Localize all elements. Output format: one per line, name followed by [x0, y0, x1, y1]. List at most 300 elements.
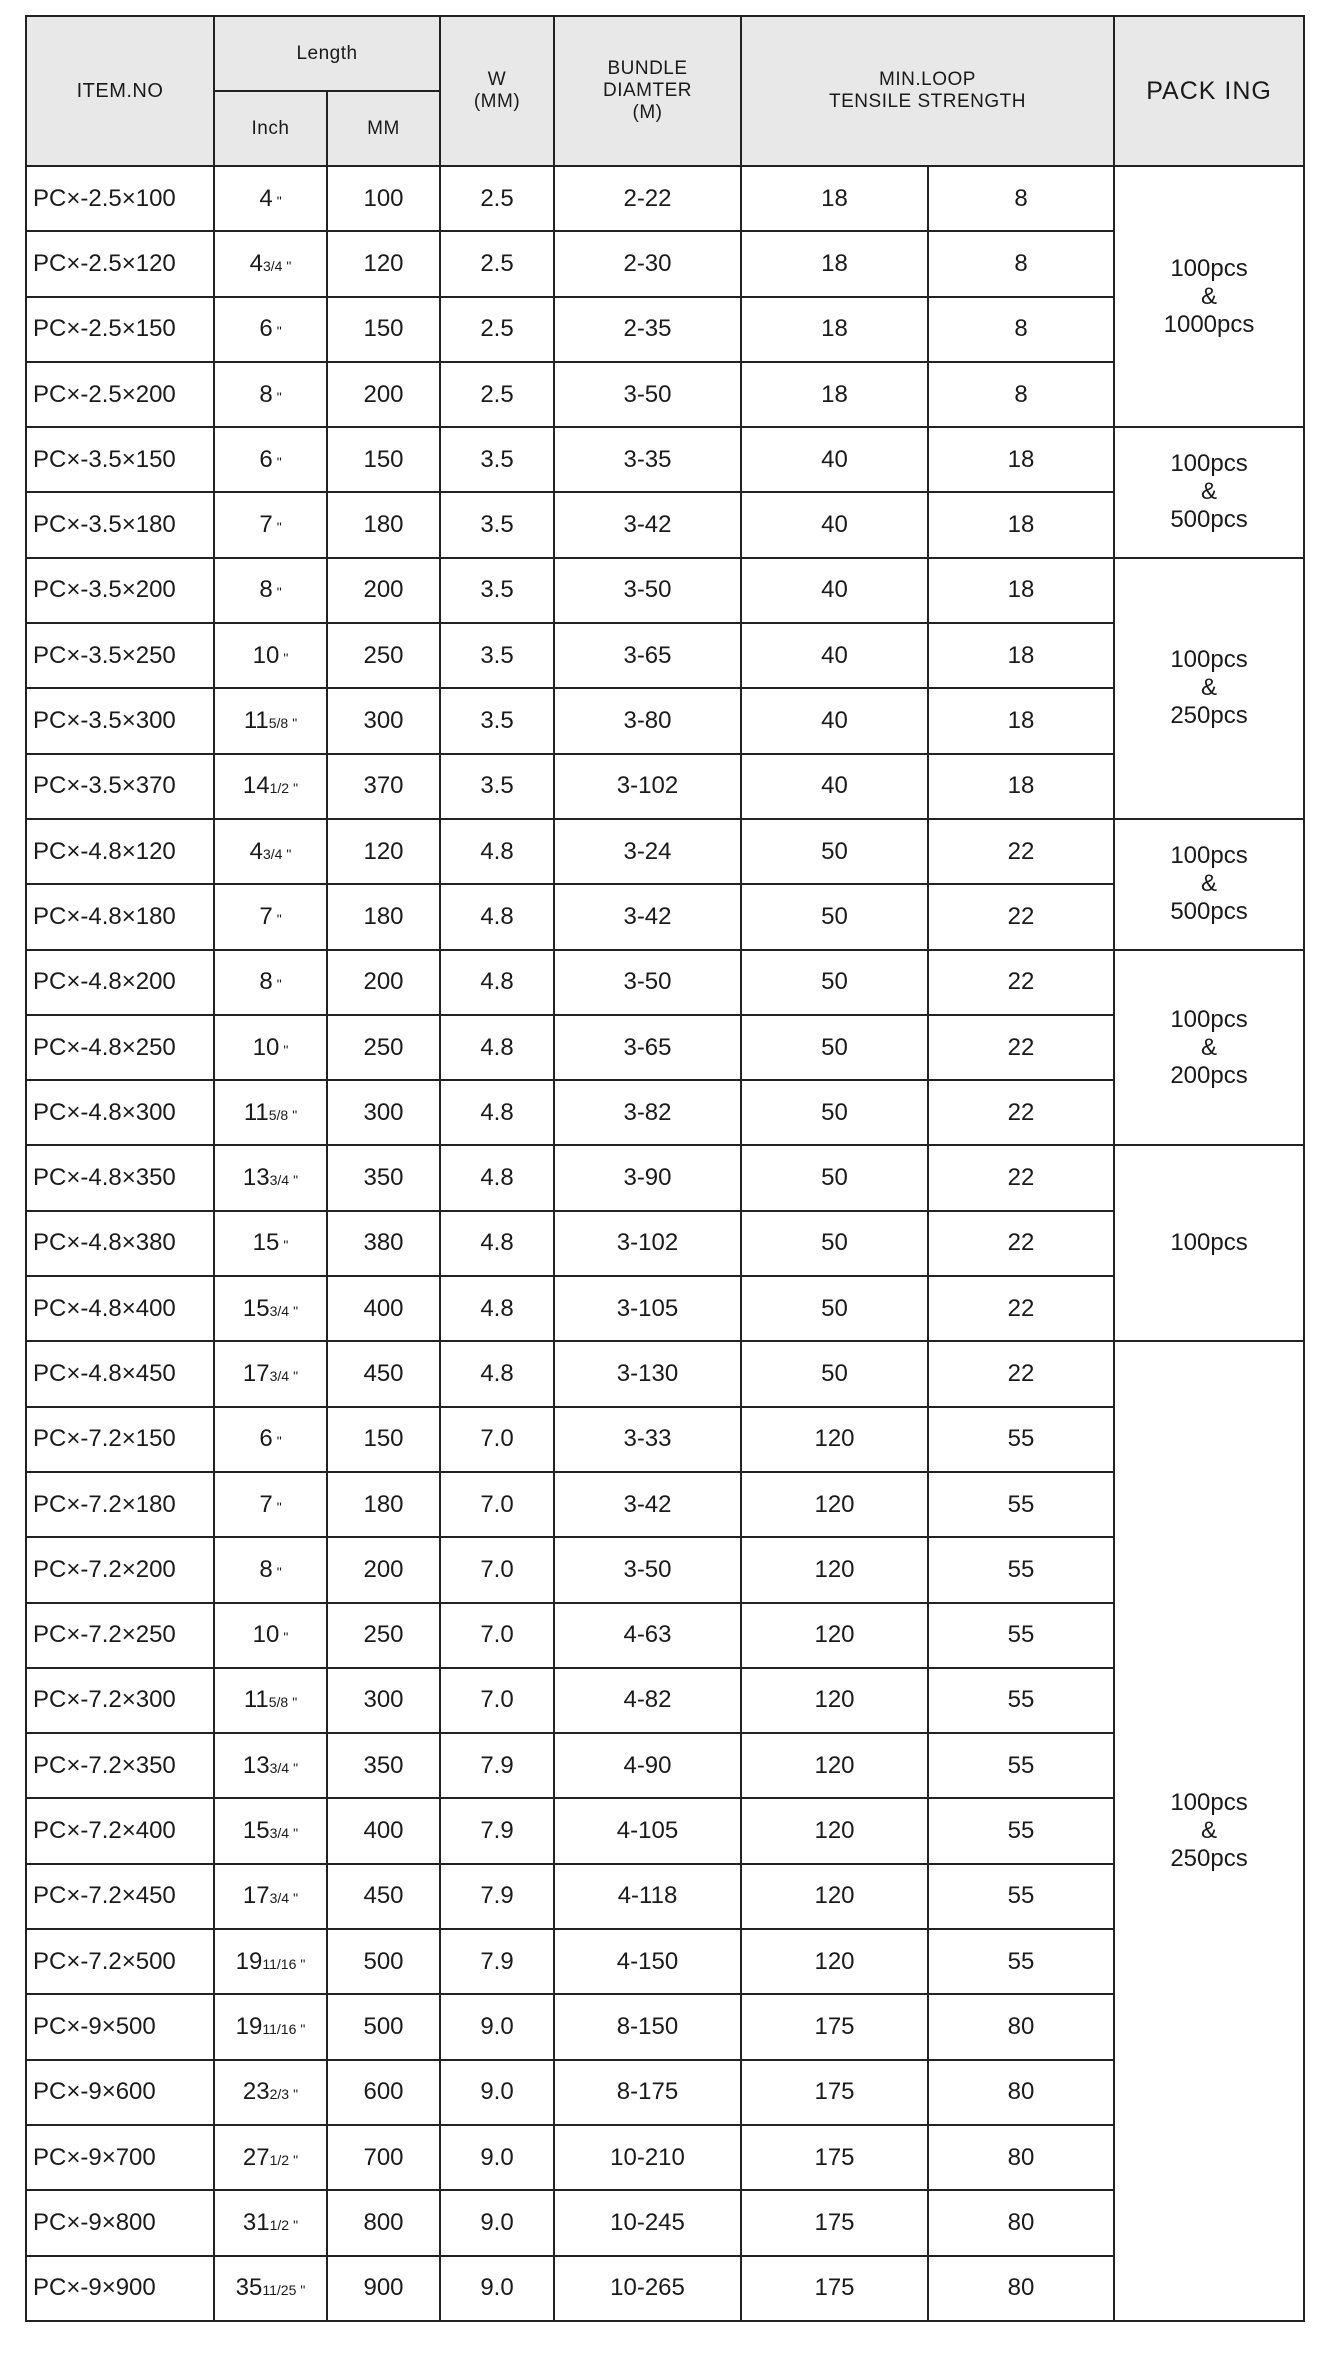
min-loop-cell: 50 — [741, 1145, 928, 1210]
min-loop-cell: 120 — [741, 1472, 928, 1537]
bundle-diameter-cell: 3-42 — [554, 492, 741, 557]
width-cell: 3.5 — [440, 558, 554, 623]
inch-mark: " — [283, 1237, 289, 1254]
table-row — [26, 819, 1304, 884]
table-row — [26, 492, 1304, 557]
table-row — [26, 1994, 1304, 2059]
table-row — [26, 166, 1304, 231]
width-cell: 4.8 — [440, 1341, 554, 1406]
min-loop-cell: 120 — [741, 1798, 928, 1863]
header-packing — [1114, 16, 1304, 166]
width-cell: 4.8 — [440, 1080, 554, 1145]
inch-fraction: 3/4 — [269, 1890, 290, 1907]
inch-mark: " — [293, 1302, 299, 1319]
tensile-strength-cell: 80 — [928, 2060, 1114, 2125]
inch-whole: 15 — [252, 1229, 280, 1257]
inch-mark: " — [276, 584, 282, 601]
tensile-strength-cell: 55 — [928, 1864, 1114, 1929]
packing-line1: 100pcs — [1170, 450, 1248, 478]
tensile-strength-cell: 22 — [928, 950, 1114, 1015]
item-no-cell: PC×-3.5×150 — [26, 427, 214, 492]
min-loop-cell: 50 — [741, 1211, 928, 1276]
tensile-strength-cell: 8 — [928, 362, 1114, 427]
header-length-label: Length — [296, 42, 358, 64]
inch-mark: " — [292, 715, 298, 732]
tensile-strength-cell: 55 — [928, 1733, 1114, 1798]
item-no-cell: PC×-4.8×380 — [26, 1211, 214, 1276]
tensile-strength-cell: 18 — [928, 623, 1114, 688]
item-no-cell: PC×-4.8×120 — [26, 819, 214, 884]
bundle-diameter-cell: 3-50 — [554, 362, 741, 427]
inch-mark: " — [293, 1759, 299, 1776]
width-cell: 9.0 — [440, 2125, 554, 2190]
inch-mark: " — [283, 1629, 289, 1646]
inch-whole: 7 — [259, 511, 273, 539]
item-no-cell: PC×-7.2×200 — [26, 1537, 214, 1602]
packing-line1: 100pcs — [1170, 646, 1248, 674]
min-loop-cell: 50 — [741, 1015, 928, 1080]
inch-mark: " — [276, 388, 282, 405]
bundle-diameter-cell: 3-80 — [554, 688, 741, 753]
inch-fraction: 5/8 — [268, 715, 289, 732]
inch-mark: " — [293, 1890, 299, 1907]
mm-cell: 300 — [327, 688, 440, 753]
inch-cell — [214, 1341, 327, 1406]
inch-whole: 17 — [242, 1359, 270, 1387]
header-bundle-line1: BUNDLE — [607, 58, 688, 79]
inch-fraction: 1/2 — [269, 2151, 290, 2168]
inch-whole: 11 — [243, 1686, 269, 1714]
inch-whole: 11 — [243, 1098, 269, 1126]
min-loop-cell: 40 — [741, 558, 928, 623]
mm-cell: 500 — [327, 1994, 440, 2059]
header-loop-line2: TENSILE STRENGTH — [829, 91, 1026, 112]
tensile-strength-cell: 22 — [928, 1276, 1114, 1341]
min-loop-cell: 18 — [741, 231, 928, 296]
width-cell: 7.9 — [440, 1733, 554, 1798]
min-loop-cell: 120 — [741, 1733, 928, 1798]
inch-whole: 4 — [249, 249, 263, 277]
mm-cell: 600 — [327, 2060, 440, 2125]
bundle-diameter-cell: 3-102 — [554, 1211, 741, 1276]
width-cell: 2.5 — [440, 166, 554, 231]
table-row — [26, 1145, 1304, 1210]
mm-cell: 200 — [327, 1537, 440, 1602]
inch-whole: 8 — [259, 576, 273, 604]
item-no-cell: PC×-7.2×250 — [26, 1603, 214, 1668]
item-no-cell: PC×-3.5×300 — [26, 688, 214, 753]
width-cell: 3.5 — [440, 688, 554, 753]
mm-cell: 800 — [327, 2190, 440, 2255]
tensile-strength-cell: 55 — [928, 1603, 1114, 1668]
tensile-strength-cell: 22 — [928, 884, 1114, 949]
tensile-strength-cell: 8 — [928, 297, 1114, 362]
inch-mark: " — [276, 519, 282, 536]
bundle-diameter-cell: 8-150 — [554, 1994, 741, 2059]
bundle-diameter-cell: 3-105 — [554, 1276, 741, 1341]
tensile-strength-cell: 80 — [928, 2125, 1114, 2190]
packing-line3: 200pcs — [1170, 1061, 1248, 1089]
min-loop-cell: 175 — [741, 1994, 928, 2059]
width-cell: 4.8 — [440, 884, 554, 949]
tensile-strength-cell: 22 — [928, 1015, 1114, 1080]
inch-whole: 13 — [242, 1164, 270, 1192]
item-no-cell: PC×-4.8×400 — [26, 1276, 214, 1341]
packing-line2: & — [1201, 870, 1218, 898]
header-item-no-label: ITEM.NO — [76, 80, 164, 102]
width-cell: 4.8 — [440, 1145, 554, 1210]
inch-cell — [214, 2125, 327, 2190]
width-cell: 4.8 — [440, 1015, 554, 1080]
mm-cell: 200 — [327, 950, 440, 1015]
table-row — [26, 1798, 1304, 1863]
inch-mark: " — [286, 845, 292, 862]
table-row — [26, 2060, 1304, 2125]
packing-line1: 100pcs — [1170, 842, 1248, 870]
item-no-cell: PC×-7.2×150 — [26, 1407, 214, 1472]
item-no-cell: PC×-4.8×200 — [26, 950, 214, 1015]
inch-cell — [214, 166, 327, 231]
bundle-diameter-cell: 10-265 — [554, 2256, 741, 2321]
table-row — [26, 688, 1304, 753]
width-cell: 3.5 — [440, 427, 554, 492]
table-row — [26, 362, 1304, 427]
min-loop-cell: 175 — [741, 2060, 928, 2125]
min-loop-cell: 18 — [741, 362, 928, 427]
inch-cell — [214, 1472, 327, 1537]
inch-mark: " — [293, 2086, 299, 2103]
inch-mark: " — [283, 1041, 289, 1058]
tensile-strength-cell: 18 — [928, 427, 1114, 492]
item-no-cell: PC×-9×600 — [26, 2060, 214, 2125]
min-loop-cell: 120 — [741, 1407, 928, 1472]
bundle-diameter-cell: 4-82 — [554, 1668, 741, 1733]
table-row — [26, 1603, 1304, 1668]
packing-cell — [1114, 950, 1304, 1146]
mm-cell: 150 — [327, 1407, 440, 1472]
bundle-diameter-cell: 4-63 — [554, 1603, 741, 1668]
min-loop-cell: 50 — [741, 884, 928, 949]
inch-whole: 10 — [252, 1621, 280, 1649]
table-row — [26, 2190, 1304, 2255]
bundle-diameter-cell: 3-65 — [554, 1015, 741, 1080]
inch-cell — [214, 1537, 327, 1602]
inch-mark: " — [276, 1433, 282, 1450]
inch-whole: 11 — [243, 707, 269, 735]
min-loop-cell: 175 — [741, 2256, 928, 2321]
mm-cell: 180 — [327, 884, 440, 949]
inch-fraction: 5/8 — [268, 1694, 289, 1711]
tensile-strength-cell: 80 — [928, 2190, 1114, 2255]
item-no-cell: PC×-4.8×250 — [26, 1015, 214, 1080]
mm-cell: 120 — [327, 231, 440, 296]
bundle-diameter-cell: 3-65 — [554, 623, 741, 688]
inch-mark: " — [276, 453, 282, 470]
item-no-cell: PC×-3.5×250 — [26, 623, 214, 688]
min-loop-cell: 40 — [741, 623, 928, 688]
inch-whole: 10 — [252, 641, 280, 669]
width-cell: 4.8 — [440, 1211, 554, 1276]
tensile-strength-cell: 18 — [928, 688, 1114, 753]
inch-mark: " — [276, 910, 282, 927]
inch-cell — [214, 1211, 327, 1276]
packing-line3: 1000pcs — [1163, 310, 1255, 338]
inch-whole: 13 — [242, 1751, 270, 1779]
width-cell: 3.5 — [440, 754, 554, 819]
min-loop-cell: 50 — [741, 1341, 928, 1406]
inch-cell — [214, 362, 327, 427]
inch-cell — [214, 1080, 327, 1145]
table-row — [26, 427, 1304, 492]
min-loop-cell: 120 — [741, 1864, 928, 1929]
inch-fraction: 3/4 — [269, 1825, 290, 1842]
packing-line1: 100pcs — [1170, 1789, 1248, 1817]
table-row — [26, 623, 1304, 688]
inch-cell — [214, 1603, 327, 1668]
inch-whole: 7 — [259, 902, 273, 930]
item-no-cell: PC×-9×500 — [26, 1994, 214, 2059]
tensile-strength-cell: 55 — [928, 1472, 1114, 1537]
mm-cell: 450 — [327, 1864, 440, 1929]
packing-cell — [1114, 1145, 1304, 1341]
width-cell: 7.9 — [440, 1864, 554, 1929]
bundle-diameter-cell: 3-102 — [554, 754, 741, 819]
inch-mark: " — [300, 2020, 306, 2037]
bundle-diameter-cell: 4-118 — [554, 1864, 741, 1929]
packing-line2: & — [1201, 674, 1218, 702]
inch-cell — [214, 1864, 327, 1929]
item-no-cell: PC×-7.2×400 — [26, 1798, 214, 1863]
header-loop-line1: MIN.LOOP — [879, 69, 976, 90]
inch-cell — [214, 492, 327, 557]
min-loop-cell: 120 — [741, 1537, 928, 1602]
mm-cell: 350 — [327, 1733, 440, 1798]
item-no-cell: PC×-9×900 — [26, 2256, 214, 2321]
inch-mark: " — [300, 1955, 306, 1972]
inch-fraction: 1/2 — [269, 780, 290, 797]
mm-cell: 300 — [327, 1080, 440, 1145]
bundle-diameter-cell: 2-35 — [554, 297, 741, 362]
width-cell: 7.0 — [440, 1537, 554, 1602]
tensile-strength-cell: 55 — [928, 1929, 1114, 1994]
min-loop-cell: 120 — [741, 1929, 928, 1994]
header-min-loop — [741, 16, 1114, 166]
inch-cell — [214, 558, 327, 623]
inch-whole: 19 — [235, 1947, 263, 1975]
inch-whole: 23 — [242, 2078, 270, 2106]
inch-whole: 31 — [242, 2208, 270, 2236]
tensile-strength-cell: 22 — [928, 1080, 1114, 1145]
inch-whole: 8 — [259, 968, 273, 996]
min-loop-cell: 50 — [741, 1276, 928, 1341]
bundle-diameter-cell: 3-24 — [554, 819, 741, 884]
inch-cell — [214, 1994, 327, 2059]
mm-cell: 900 — [327, 2256, 440, 2321]
table-row — [26, 297, 1304, 362]
item-no-cell: PC×-7.2×300 — [26, 1668, 214, 1733]
width-cell: 9.0 — [440, 2190, 554, 2255]
min-loop-cell: 40 — [741, 492, 928, 557]
tensile-strength-cell: 22 — [928, 1211, 1114, 1276]
inch-whole: 4 — [259, 184, 273, 212]
table-row — [26, 558, 1304, 623]
tensile-strength-cell: 80 — [928, 1994, 1114, 2059]
min-loop-cell: 120 — [741, 1603, 928, 1668]
item-no-cell: PC×-9×700 — [26, 2125, 214, 2190]
inch-cell — [214, 884, 327, 949]
inch-whole: 6 — [259, 445, 273, 473]
width-cell: 7.0 — [440, 1472, 554, 1537]
inch-fraction: 5/8 — [268, 1106, 289, 1123]
inch-fraction: 3/4 — [269, 1759, 290, 1776]
table-row — [26, 1668, 1304, 1733]
mm-cell: 380 — [327, 1211, 440, 1276]
width-cell: 7.0 — [440, 1603, 554, 1668]
inch-mark: " — [293, 2216, 299, 2233]
table-row — [26, 1080, 1304, 1145]
inch-whole: 6 — [259, 315, 273, 343]
item-no-cell: PC×-3.5×370 — [26, 754, 214, 819]
inch-fraction: 3/4 — [269, 1172, 290, 1189]
bundle-diameter-cell: 2-30 — [554, 231, 741, 296]
inch-fraction: 3/4 — [269, 1302, 290, 1319]
min-loop-cell: 40 — [741, 754, 928, 819]
table-row — [26, 754, 1304, 819]
tensile-strength-cell: 55 — [928, 1407, 1114, 1472]
inch-cell — [214, 1733, 327, 1798]
inch-whole: 8 — [259, 1555, 273, 1583]
bundle-diameter-cell: 3-42 — [554, 884, 741, 949]
header-item-no — [26, 16, 214, 166]
inch-mark: " — [283, 649, 289, 666]
width-cell: 4.8 — [440, 819, 554, 884]
item-no-cell: PC×-4.8×450 — [26, 1341, 214, 1406]
item-no-cell: PC×-4.8×350 — [26, 1145, 214, 1210]
tensile-strength-cell: 18 — [928, 558, 1114, 623]
inch-whole: 27 — [242, 2143, 270, 2171]
width-cell: 2.5 — [440, 231, 554, 296]
header-inch — [214, 91, 327, 166]
inch-whole: 19 — [235, 2012, 263, 2040]
header-length — [214, 16, 440, 91]
min-loop-cell: 50 — [741, 819, 928, 884]
item-no-cell: PC×-3.5×200 — [26, 558, 214, 623]
tensile-strength-cell: 55 — [928, 1798, 1114, 1863]
table-row — [26, 1211, 1304, 1276]
table-row — [26, 1733, 1304, 1798]
inch-fraction: 2/3 — [269, 2086, 290, 2103]
item-no-cell: PC×-2.5×200 — [26, 362, 214, 427]
mm-cell: 200 — [327, 362, 440, 427]
inch-mark: " — [292, 1694, 298, 1711]
table-row — [26, 884, 1304, 949]
inch-mark: " — [293, 2151, 299, 2168]
item-no-cell: PC×-4.8×180 — [26, 884, 214, 949]
bundle-diameter-cell: 3-50 — [554, 1537, 741, 1602]
inch-fraction: 1/2 — [269, 2216, 290, 2233]
tensile-strength-cell: 8 — [928, 166, 1114, 231]
packing-cell — [1114, 1341, 1304, 2320]
width-cell: 7.0 — [440, 1668, 554, 1733]
bundle-diameter-cell: 3-33 — [554, 1407, 741, 1472]
inch-cell — [214, 297, 327, 362]
item-no-cell: PC×-3.5×180 — [26, 492, 214, 557]
tensile-strength-cell: 18 — [928, 754, 1114, 819]
table-row — [26, 2125, 1304, 2190]
table-row — [26, 1341, 1304, 1406]
item-no-cell: PC×-4.8×300 — [26, 1080, 214, 1145]
table-row — [26, 2256, 1304, 2321]
item-no-cell: PC×-2.5×120 — [26, 231, 214, 296]
mm-cell: 450 — [327, 1341, 440, 1406]
bundle-diameter-cell: 4-90 — [554, 1733, 741, 1798]
inch-fraction: 11/16 — [262, 2020, 297, 2037]
width-cell: 2.5 — [440, 362, 554, 427]
packing-cell — [1114, 166, 1304, 427]
inch-fraction: 3/4 — [262, 257, 283, 274]
inch-mark: " — [276, 1498, 282, 1515]
inch-whole: 35 — [235, 2274, 263, 2302]
item-no-cell: PC×-7.2×180 — [26, 1472, 214, 1537]
inch-fraction: 3/4 — [262, 845, 283, 862]
mm-cell: 500 — [327, 1929, 440, 1994]
packing-line2: & — [1201, 282, 1218, 310]
width-cell: 4.8 — [440, 950, 554, 1015]
header-packing-label: PACK ING — [1146, 77, 1272, 105]
item-no-cell: PC×-7.2×350 — [26, 1733, 214, 1798]
inch-mark: " — [276, 323, 282, 340]
header-bundle-diameter — [554, 16, 741, 166]
width-cell: 9.0 — [440, 1994, 554, 2059]
inch-cell — [214, 623, 327, 688]
packing-line1: 100pcs — [1170, 1005, 1248, 1033]
mm-cell: 700 — [327, 2125, 440, 2190]
item-no-cell: PC×-7.2×450 — [26, 1864, 214, 1929]
packing-line2: & — [1201, 1033, 1218, 1061]
tensile-strength-cell: 18 — [928, 492, 1114, 557]
mm-cell: 180 — [327, 492, 440, 557]
bundle-diameter-cell: 3-42 — [554, 1472, 741, 1537]
width-cell: 7.9 — [440, 1798, 554, 1863]
packing-line2: & — [1201, 478, 1218, 506]
inch-mark: " — [293, 1172, 299, 1189]
inch-whole: 7 — [259, 1490, 273, 1518]
bundle-diameter-cell: 10-245 — [554, 2190, 741, 2255]
inch-cell — [214, 819, 327, 884]
width-cell: 7.9 — [440, 1929, 554, 1994]
table-row — [26, 1015, 1304, 1080]
inch-cell — [214, 2256, 327, 2321]
min-loop-cell: 40 — [741, 427, 928, 492]
inch-mark: " — [286, 257, 292, 274]
min-loop-cell: 50 — [741, 1080, 928, 1145]
inch-fraction: 11/16 — [262, 1955, 297, 1972]
header-mm-label: MM — [367, 117, 400, 139]
inch-mark: " — [293, 780, 299, 797]
width-cell: 9.0 — [440, 2256, 554, 2321]
inch-whole: 10 — [252, 1033, 280, 1061]
inch-cell — [214, 1276, 327, 1341]
header-width-line1: W — [487, 69, 507, 90]
mm-cell: 250 — [327, 1015, 440, 1080]
inch-mark: " — [293, 1825, 299, 1842]
mm-cell: 120 — [327, 819, 440, 884]
inch-fraction: 11/25 — [262, 2282, 297, 2299]
bundle-diameter-cell: 4-105 — [554, 1798, 741, 1863]
min-loop-cell: 175 — [741, 2190, 928, 2255]
item-no-cell: PC×-2.5×150 — [26, 297, 214, 362]
spec-table-body — [26, 166, 1304, 2321]
